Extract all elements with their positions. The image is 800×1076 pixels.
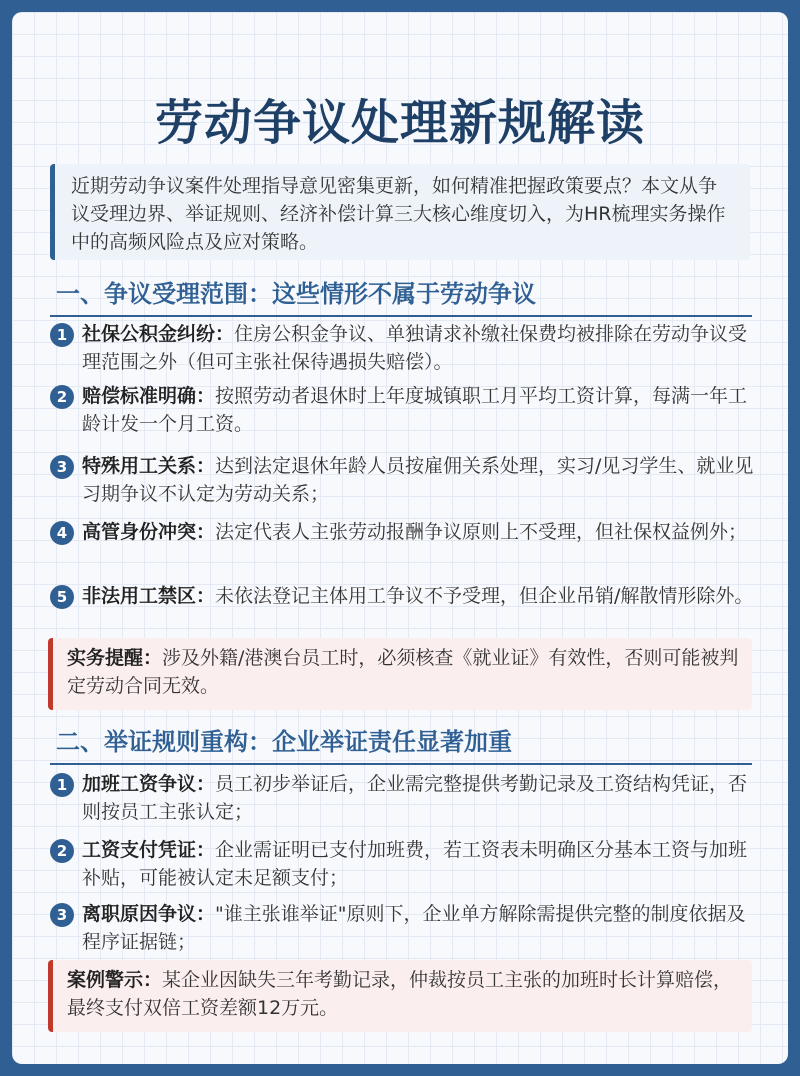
list-item: [50, 582, 762, 610]
number-badge: 3: [50, 903, 74, 927]
item-label: 加班工资争议：: [82, 773, 216, 795]
number-badge: 2: [50, 385, 74, 409]
item-text: 达到法定退休年龄人员按雇佣关系处理，实习/见习学生、就业见习期争议不认定为劳动关系；: [82, 455, 754, 505]
item-label: 赔偿标准明确：: [82, 385, 216, 407]
list-item: [50, 518, 762, 546]
page-title: 劳动争议处理新规解读: [154, 95, 645, 151]
number-badge: 3: [50, 455, 74, 479]
item-label: 离职原因争议：: [82, 903, 216, 925]
item-text: 员工初步举证后，企业需完整提供考勤记录及工资结构凭证，否则按员工主张认定；: [82, 773, 748, 823]
item-text: 未依法登记主体用工争议不予受理，但企业吊销/解散情形除外。: [215, 585, 754, 607]
intro-text: 近期劳动争议案件处理指导意见密集更新，如何精准把握政策要点？本文从争议受理边界、举证规则、经济补偿计算三大核心维度切入，为HR梳理实务操作中的高频风险点及应对策略。: [71, 175, 726, 253]
number-badge: 2: [50, 839, 74, 863]
item-label: 高管身份冲突：: [82, 521, 216, 543]
tip-text: 涉及外籍/港澳台员工时，必须核查《就业证》有效性，否则可能被判定劳动合同无效。: [67, 647, 739, 697]
case-warning-box: [48, 960, 752, 1032]
section-2-heading: 二、举证规则重构：企业举证责任显著加重: [50, 722, 752, 765]
number-badge: 1: [50, 773, 74, 797]
list-item: [50, 382, 762, 438]
item-label: 非法用工禁区：: [82, 585, 216, 607]
tip-label: 案例警示：: [67, 969, 163, 991]
tip-text: 某企业因缺失三年考勤记录，仲裁按员工主张的加班时长计算赔偿，最终支付双倍工资差额12万元。: [67, 969, 733, 1019]
item-text: "谁主张谁举证"原则下，企业单方解除需提供完整的制度依据及程序证据链；: [82, 903, 746, 953]
poster: [12, 12, 788, 1064]
item-label: 特殊用工关系：: [82, 455, 216, 477]
practice-tip-box: [48, 638, 752, 710]
intro-box: [50, 164, 750, 260]
item-text: 按照劳动者退休时上年度城镇职工月平均工资计算，每满一年工龄计发一个月工资。: [82, 385, 748, 435]
item-label: 社保公积金纠纷：: [82, 323, 235, 345]
list-item: [50, 836, 762, 892]
item-text: 企业需证明已支付加班费，若工资表未明确区分基本工资与加班补贴，可能被认定未足额支付；: [82, 839, 748, 889]
item-text: 法定代表人主张劳动报酬争议原则上不受理，但社保权益例外；: [215, 521, 748, 543]
number-badge: 1: [50, 323, 74, 347]
list-item: [50, 770, 762, 826]
list-item: [50, 452, 762, 508]
list-item: [50, 320, 762, 376]
list-item: [50, 900, 762, 956]
item-label: 工资支付凭证：: [82, 839, 216, 861]
section-1-heading: 一、争议受理范围：这些情形不属于劳动争议: [50, 274, 752, 317]
number-badge: 5: [50, 585, 74, 609]
number-badge: 4: [50, 521, 74, 545]
item-text: 住房公积金争议、单独请求补缴社保费均被排除在劳动争议受理范围之外（但可主张社保待遇损失赔偿）。: [82, 323, 748, 373]
tip-label: 实务提醒：: [67, 647, 163, 669]
